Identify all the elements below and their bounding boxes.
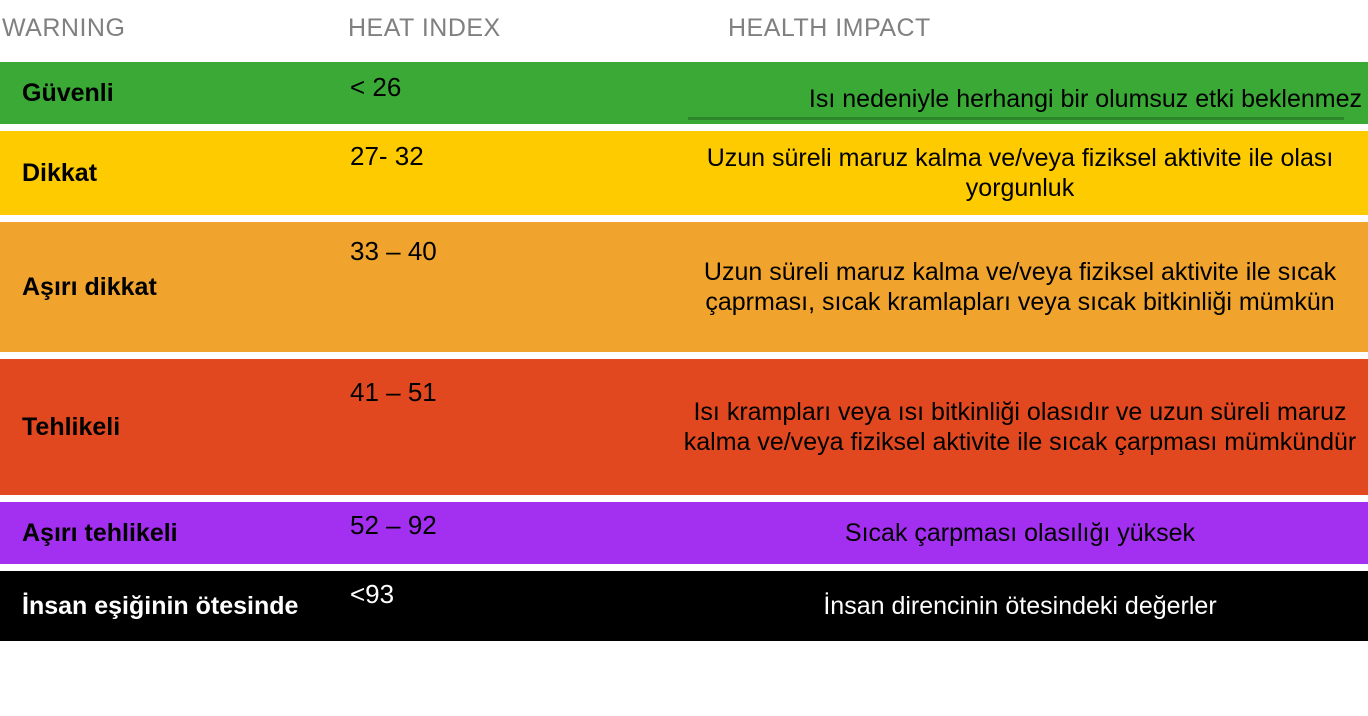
row-warning-label: Dikkat	[22, 159, 98, 187]
table-header-row	[0, 0, 1368, 62]
row-heat-index: 33 – 40	[350, 236, 437, 266]
row-health-impact: İnsan direncinin ötesindeki değerler	[823, 591, 1217, 620]
table-row	[0, 131, 1368, 215]
row-heat-index: 52 – 92	[350, 510, 437, 540]
table-row	[0, 502, 1368, 564]
column-header-heat-index: HEAT INDEX	[348, 14, 501, 42]
row-warning-label: Güvenli	[22, 79, 114, 107]
row-heat-index: < 26	[350, 72, 402, 102]
row-warning-label: Tehlikeli	[22, 413, 121, 441]
row-warning-label: İnsan eşiğinin ötesinde	[22, 591, 299, 620]
table-row	[0, 222, 1368, 352]
column-header-warning: WARNING	[2, 14, 126, 42]
row-heat-index: 41 – 51	[350, 377, 437, 407]
row-warning-label: Aşırı dikkat	[22, 273, 157, 301]
row-health-impact: Isı krampları veya ısı bitkinliği olasıdır ve uzun süreli maruz kalma ve/veya fiziksel aktivite ile sıcak çarpması mümkündür	[683, 397, 1357, 456]
column-header-health-impact: HEALTH IMPACT	[728, 14, 931, 42]
row-heat-index: 27- 32	[350, 141, 424, 171]
table-row	[0, 571, 1368, 641]
row-health-impact: Isı nedeniyle herhangi bir olumsuz etki beklenmez	[808, 84, 1362, 113]
row-health-impact: Uzun süreli maruz kalma ve/veya fiziksel aktivite ile sıcak çaprması, sıcak kramlapları veya sıcak bitkinliği mümkün	[703, 257, 1337, 316]
row-health-impact: Uzun süreli maruz kalma ve/veya fiziksel aktivite ile olası yorgunluk	[706, 143, 1334, 202]
table-row	[0, 62, 1368, 124]
row-health-impact: Sıcak çarpması olasılığı yüksek	[844, 518, 1196, 547]
row-underline-accent	[688, 117, 1344, 120]
table-row	[0, 359, 1368, 495]
row-warning-label: Aşırı tehlikeli	[22, 519, 178, 547]
row-heat-index: <93	[350, 579, 395, 609]
